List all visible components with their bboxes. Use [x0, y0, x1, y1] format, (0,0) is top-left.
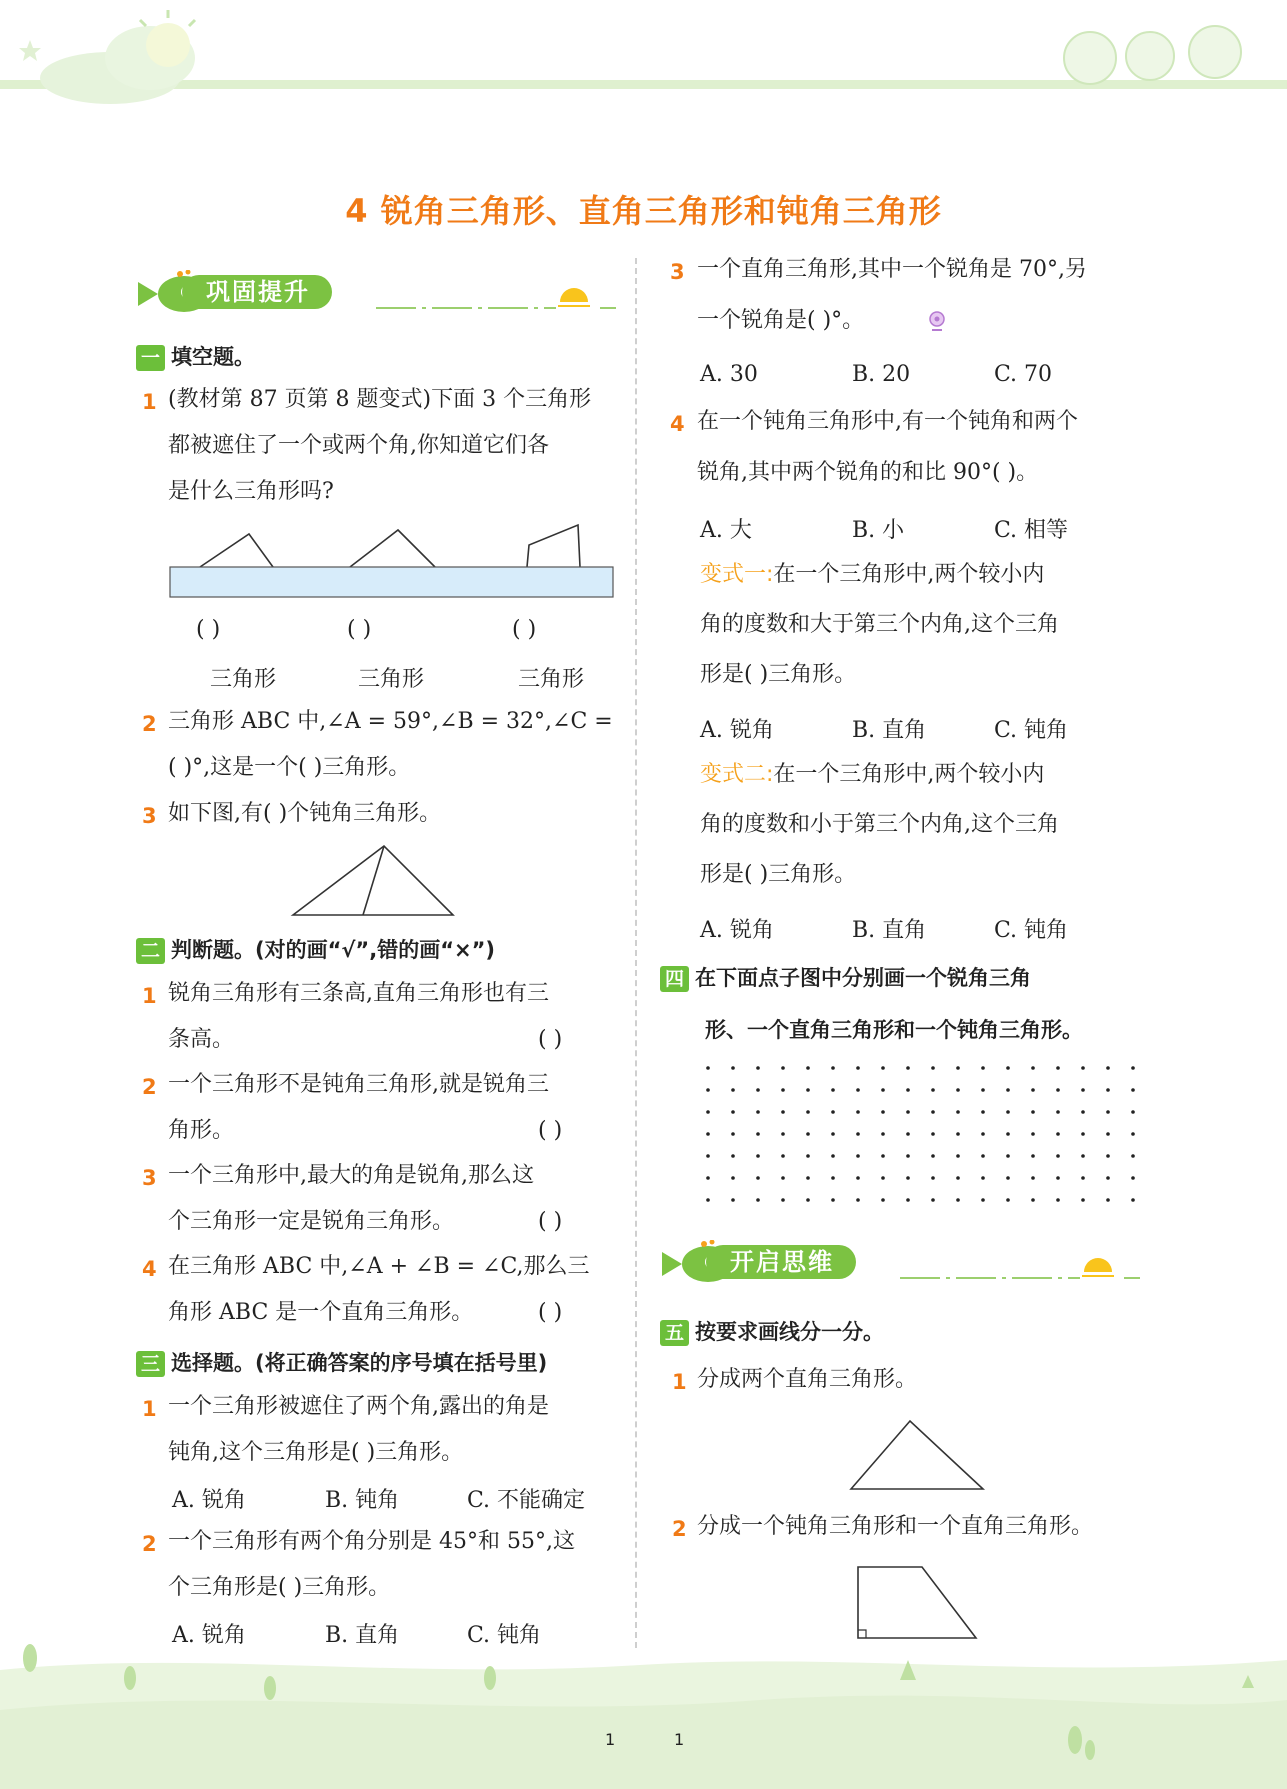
- question-number: 3: [142, 804, 157, 828]
- footer-landscape: [0, 1640, 1287, 1789]
- option-a[interactable]: A. 锐角: [172, 1623, 246, 1648]
- grid-dot: [831, 1198, 835, 1202]
- page-number: 1: [605, 1730, 616, 1749]
- grid-dot: [981, 1110, 985, 1114]
- grid-dot: [1106, 1132, 1110, 1136]
- variant-line: 形是( )三角形。: [700, 862, 857, 887]
- header-decoration: [0, 0, 1287, 120]
- section-title: 判断题。(对的画“√”,错的画“×”): [171, 938, 495, 962]
- option-a[interactable]: A. 大: [700, 518, 752, 543]
- answer-paren[interactable]: ( ): [538, 1027, 563, 1052]
- grid-dot: [706, 1088, 710, 1092]
- section-heading-choice: [136, 1347, 547, 1377]
- grid-dot: [731, 1154, 735, 1158]
- grid-dot: [781, 1176, 785, 1180]
- option-c[interactable]: C. 钝角: [467, 1623, 542, 1648]
- grid-dot: [706, 1110, 710, 1114]
- question-text: 钝角,这个三角形是( )三角形。: [168, 1440, 464, 1465]
- option-b[interactable]: B. 直角: [325, 1623, 400, 1648]
- grid-dot: [831, 1088, 835, 1092]
- question-text: 在一个钝角三角形中,有一个钝角和两个: [697, 409, 1078, 434]
- grid-dot: [1056, 1198, 1060, 1202]
- grid-dot: [981, 1066, 985, 1070]
- variant-two-text: [700, 752, 1044, 798]
- grid-dot: [1131, 1088, 1135, 1092]
- grid-dot: [881, 1198, 885, 1202]
- grid-dot: [1081, 1110, 1085, 1114]
- grid-dot: [806, 1066, 810, 1070]
- grid-dot: [781, 1132, 785, 1136]
- grid-dot: [731, 1176, 735, 1180]
- section-banner-thinking: [660, 1240, 1140, 1284]
- question-text: 一个三角形有两个角分别是 45°和 55°,这: [168, 1529, 575, 1554]
- option-b[interactable]: B. 钝角: [325, 1488, 400, 1513]
- option-a[interactable]: A. 锐角: [172, 1488, 246, 1513]
- grid-dot: [956, 1198, 960, 1202]
- grid-dot: [1031, 1110, 1035, 1114]
- section-heading-dot-grid: [660, 962, 1031, 992]
- grid-dot: [1081, 1176, 1085, 1180]
- section-title-continued: 形、一个直角三角形和一个钝角三角形。: [705, 1018, 1083, 1042]
- grid-dot: [806, 1110, 810, 1114]
- grid-dot: [1106, 1154, 1110, 1158]
- question-text: 个三角形是( )三角形。: [168, 1575, 391, 1600]
- section-badge: 五: [660, 1320, 689, 1346]
- grid-dot: [1131, 1176, 1135, 1180]
- grid-dot: [731, 1132, 735, 1136]
- grid-dot: [1031, 1132, 1035, 1136]
- grid-dot: [1131, 1198, 1135, 1202]
- option-c[interactable]: C. 70: [994, 362, 1053, 387]
- grid-dot: [1031, 1198, 1035, 1202]
- grid-dot: [881, 1176, 885, 1180]
- question-text: 一个三角形不是钝角三角形,就是锐角三: [168, 1072, 549, 1097]
- grid-dot: [731, 1110, 735, 1114]
- question-text: 一个锐角是( )°。: [697, 308, 865, 333]
- grid-dot: [981, 1088, 985, 1092]
- option-c[interactable]: C. 钝角: [994, 918, 1069, 943]
- variant-line: 形是( )三角形。: [700, 662, 857, 687]
- grid-dot: [856, 1198, 860, 1202]
- section-heading-draw: [660, 1316, 884, 1346]
- grid-dot: [1056, 1110, 1060, 1114]
- variant-tag: 变式一:: [700, 562, 774, 587]
- grid-dot: [956, 1176, 960, 1180]
- question-number: 3: [142, 1166, 157, 1190]
- section-badge: 一: [136, 345, 165, 371]
- grid-dot: [956, 1066, 960, 1070]
- grid-dot: [906, 1154, 910, 1158]
- question-text: 都被遮住了一个或两个角,你知道它们各: [168, 433, 549, 458]
- grid-dot: [1031, 1088, 1035, 1092]
- question-number: 2: [142, 1075, 157, 1099]
- grid-dot: [981, 1154, 985, 1158]
- question-number: 2: [142, 1532, 157, 1556]
- grid-dot: [1131, 1110, 1135, 1114]
- section-badge: 三: [136, 1351, 165, 1377]
- grid-dot: [706, 1154, 710, 1158]
- grid-dot: [706, 1066, 710, 1070]
- grid-dot: [1106, 1176, 1110, 1180]
- grid-dot: [1131, 1154, 1135, 1158]
- grid-dot: [756, 1088, 760, 1092]
- question-text: 角形。: [168, 1118, 235, 1143]
- trapezoid-to-split-figure[interactable]: [854, 1564, 982, 1642]
- grid-dot: [856, 1176, 860, 1180]
- grid-dot: [756, 1154, 760, 1158]
- section-title: 填空题。: [171, 345, 256, 369]
- grid-dot: [931, 1154, 935, 1158]
- grid-dot: [1056, 1154, 1060, 1158]
- grid-dot: [881, 1066, 885, 1070]
- grid-dot: [956, 1154, 960, 1158]
- grid-dot: [1056, 1088, 1060, 1092]
- grid-dot: [806, 1176, 810, 1180]
- question-number: 3: [670, 260, 685, 284]
- section-badge: 四: [660, 966, 689, 992]
- grid-dot: [931, 1110, 935, 1114]
- grid-dot: [1106, 1088, 1110, 1092]
- grid-dot: [906, 1198, 910, 1202]
- page-title: 4 锐角三角形、直角三角形和钝角三角形: [345, 192, 942, 230]
- grid-dot: [781, 1198, 785, 1202]
- grid-dot: [1081, 1132, 1085, 1136]
- section-title: 在下面点子图中分别画一个锐角三角: [695, 966, 1032, 990]
- grid-dot: [981, 1132, 985, 1136]
- question-text: 分成两个直角三角形。: [697, 1367, 918, 1392]
- variant-one-text: [700, 552, 1044, 598]
- grid-dot: [781, 1154, 785, 1158]
- grid-dot: [806, 1154, 810, 1158]
- question-text: ( )°,这是一个( )三角形。: [168, 755, 411, 780]
- grid-dot: [906, 1110, 910, 1114]
- question-number: 4: [142, 1257, 157, 1281]
- grid-dot: [1056, 1066, 1060, 1070]
- answer-blank[interactable]: ( ): [347, 617, 372, 642]
- grid-dot: [706, 1132, 710, 1136]
- grid-dot: [756, 1066, 760, 1070]
- grid-dot: [756, 1110, 760, 1114]
- grid-dot: [706, 1176, 710, 1180]
- option-b[interactable]: B. 20: [852, 362, 911, 387]
- grid-dot: [1056, 1176, 1060, 1180]
- grid-dot: [931, 1132, 935, 1136]
- grid-dot: [856, 1110, 860, 1114]
- banner-label: 开启思维: [706, 1245, 856, 1279]
- question-text: (教材第 87 页第 8 题变式)下面 3 个三角形: [168, 387, 592, 412]
- grid-dot: [1131, 1066, 1135, 1070]
- column-divider: [635, 258, 637, 1648]
- grid-dot: [906, 1176, 910, 1180]
- question-text: 一个三角形被遮住了两个角,露出的角是: [168, 1394, 549, 1419]
- answer-paren[interactable]: ( ): [538, 1209, 563, 1234]
- grid-dot: [1006, 1132, 1010, 1136]
- grid-dot: [906, 1132, 910, 1136]
- question-text: 是什么三角形吗?: [168, 479, 334, 504]
- answer-paren[interactable]: ( ): [538, 1300, 563, 1325]
- grid-dot: [1031, 1176, 1035, 1180]
- grid-dot: [1006, 1088, 1010, 1092]
- grid-dot: [1106, 1110, 1110, 1114]
- covered-triangles-figure: [165, 520, 620, 605]
- question-text: 个三角形一定是锐角三角形。: [168, 1209, 455, 1234]
- grid-dot: [831, 1132, 835, 1136]
- triangle-to-split-figure[interactable]: [848, 1418, 988, 1492]
- grid-dot: [856, 1132, 860, 1136]
- grid-dot: [781, 1066, 785, 1070]
- grid-dot: [856, 1088, 860, 1092]
- option-b[interactable]: B. 直角: [852, 718, 927, 743]
- section-badge: 二: [136, 938, 165, 964]
- section-title: 选择题。(将正确答案的序号填在括号里): [171, 1351, 548, 1375]
- answer-label: 三角形: [210, 667, 277, 692]
- answer-paren[interactable]: ( ): [538, 1118, 563, 1143]
- question-text: 条高。: [168, 1027, 235, 1052]
- grid-dot: [731, 1088, 735, 1092]
- grid-dot: [1006, 1154, 1010, 1158]
- banner-label: 巩固提升: [182, 275, 332, 309]
- answer-blank[interactable]: ( ): [512, 617, 537, 642]
- answer-blank[interactable]: ( ): [196, 617, 221, 642]
- grid-dot: [831, 1110, 835, 1114]
- question-text: 如下图,有( )个钝角三角形。: [168, 801, 442, 826]
- grid-dot: [806, 1198, 810, 1202]
- grid-dot: [981, 1198, 985, 1202]
- question-text: 锐角,其中两个锐角的和比 90°( )。: [697, 460, 1039, 485]
- grid-dot: [1081, 1154, 1085, 1158]
- grid-dot: [1056, 1132, 1060, 1136]
- section-heading-fill: [136, 341, 255, 371]
- grid-dot: [806, 1088, 810, 1092]
- grid-dot: [1131, 1132, 1135, 1136]
- question-text: 一个三角形中,最大的角是锐角,那么这: [168, 1163, 534, 1188]
- answer-label: 三角形: [518, 667, 585, 692]
- question-text: 在三角形 ABC 中,∠A + ∠B = ∠C,那么三: [168, 1254, 590, 1279]
- variant-line: 角的度数和小于第三个内角,这个三角: [700, 812, 1059, 837]
- page-number: 1: [674, 1730, 685, 1749]
- question-text: 三角形 ABC 中,∠A = 59°,∠B = 32°,∠C =: [168, 709, 613, 734]
- grid-dot: [856, 1154, 860, 1158]
- question-number: 1: [142, 984, 157, 1008]
- grid-dot: [956, 1132, 960, 1136]
- grid-dot: [706, 1198, 710, 1202]
- grid-dot: [781, 1088, 785, 1092]
- question-number: 1: [142, 390, 157, 414]
- section-banner-consolidate: [136, 270, 616, 314]
- grid-dot: [931, 1176, 935, 1180]
- option-a[interactable]: A. 锐角: [700, 718, 774, 743]
- question-text: 锐角三角形有三条高,直角三角形也有三: [168, 981, 549, 1006]
- grid-dot: [756, 1132, 760, 1136]
- option-a[interactable]: A. 锐角: [700, 918, 774, 943]
- banner-line: [376, 270, 621, 314]
- section-heading-judge: [136, 934, 495, 964]
- grid-dot: [1006, 1198, 1010, 1202]
- grid-dot: [1106, 1198, 1110, 1202]
- option-b[interactable]: B. 小: [852, 518, 905, 543]
- grid-dot: [931, 1088, 935, 1092]
- grid-dot: [1006, 1110, 1010, 1114]
- grid-dot: [1081, 1198, 1085, 1202]
- grid-dot: [731, 1198, 735, 1202]
- question-text: 分成一个钝角三角形和一个直角三角形。: [697, 1514, 1094, 1539]
- variant-tag: 变式二:: [700, 762, 774, 787]
- grid-dot: [956, 1088, 960, 1092]
- grid-dot: [856, 1066, 860, 1070]
- variant-line: 角的度数和大于第三个内角,这个三角: [700, 612, 1059, 637]
- grid-dot: [731, 1066, 735, 1070]
- question-number: 2: [142, 712, 157, 736]
- question-number: 2: [672, 1517, 687, 1541]
- grid-dot: [881, 1132, 885, 1136]
- option-b[interactable]: B. 直角: [852, 918, 927, 943]
- location-pin-icon: [928, 311, 946, 333]
- grid-dot: [1006, 1066, 1010, 1070]
- grid-dot: [806, 1132, 810, 1136]
- grid-dot: [931, 1198, 935, 1202]
- variant-line: 在一个三角形中,两个较小内: [773, 562, 1045, 587]
- grid-dot: [1031, 1066, 1035, 1070]
- grid-dot: [956, 1110, 960, 1114]
- grid-dot: [831, 1066, 835, 1070]
- question-text: 角形 ABC 是一个直角三角形。: [168, 1300, 474, 1325]
- grid-dot: [881, 1110, 885, 1114]
- answer-label: 三角形: [358, 667, 425, 692]
- grid-dot: [1081, 1066, 1085, 1070]
- grid-dot: [931, 1066, 935, 1070]
- option-a[interactable]: A. 30: [700, 362, 758, 387]
- variant-line: 在一个三角形中,两个较小内: [773, 762, 1045, 787]
- grid-dot: [831, 1176, 835, 1180]
- option-c[interactable]: C. 不能确定: [467, 1488, 586, 1513]
- grid-dot: [1006, 1176, 1010, 1180]
- question-text: 一个直角三角形,其中一个锐角是 70°,另: [697, 257, 1087, 282]
- grid-dot: [881, 1088, 885, 1092]
- option-c[interactable]: C. 钝角: [994, 718, 1069, 743]
- question-number: 1: [672, 1370, 687, 1394]
- question-number: 4: [670, 412, 685, 436]
- grid-dot: [881, 1154, 885, 1158]
- grid-dot: [831, 1154, 835, 1158]
- grid-dot: [906, 1066, 910, 1070]
- grid-dot: [1106, 1066, 1110, 1070]
- grid-dot: [756, 1176, 760, 1180]
- banner-line: [900, 1240, 1145, 1284]
- grid-dot: [1081, 1088, 1085, 1092]
- option-c[interactable]: C. 相等: [994, 518, 1069, 543]
- grid-dot: [981, 1176, 985, 1180]
- dot-grid[interactable]: [700, 1060, 1145, 1210]
- section-title: 按要求画线分一分。: [695, 1320, 885, 1344]
- grid-dot: [756, 1198, 760, 1202]
- grid-dot: [1031, 1154, 1035, 1158]
- question-number: 1: [142, 1397, 157, 1421]
- grid-dot: [906, 1088, 910, 1092]
- grid-dot: [781, 1110, 785, 1114]
- obtuse-triangle-figure: [290, 842, 460, 922]
